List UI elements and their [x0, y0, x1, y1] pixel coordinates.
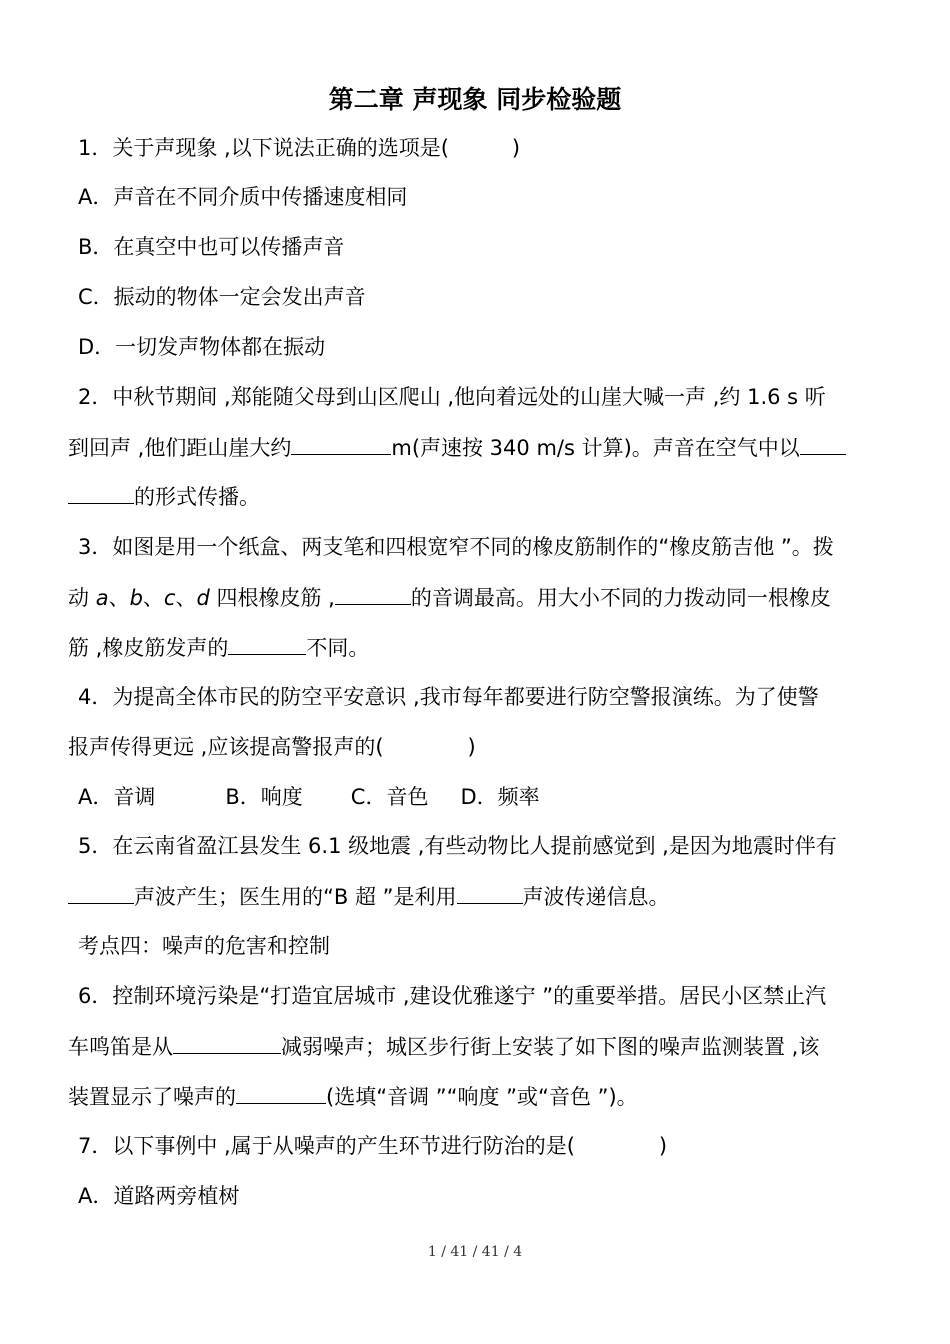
question-6-text-b: 减弱噪声；城区步行街上安装了如下图的噪声监测装置 ,该: [281, 1035, 820, 1059]
question-1-stem: 1．关于声现象 ,以下说法正确的选项是( ): [78, 136, 521, 160]
separator: 、: [142, 586, 164, 610]
question-1-option-b: B．在真空中也可以传播声音: [78, 235, 345, 259]
question-3-text-a: 动: [68, 586, 96, 610]
question-1-option-d: D．一切发声物体都在振动: [78, 335, 326, 359]
variable-b: b: [129, 586, 143, 610]
question-5-text-b: 声波传递信息。: [522, 885, 670, 909]
question-7-stem: 7．以下事例中 ,属于从噪声的产生环节进行防治的是( ): [78, 1134, 668, 1158]
question-4-options: [78, 782, 894, 812]
variable-c: c: [163, 586, 176, 610]
question-6-line-1: 6．控制环境污染是“打造宜居城市 ,建设优雅遂宁 ”的重要举措。居民小区禁止汽: [78, 984, 827, 1008]
answer-blank[interactable]: [68, 481, 134, 504]
answer-blank[interactable]: [335, 582, 411, 605]
answer-blank[interactable]: [68, 881, 134, 904]
question-7-option-a: A．道路两旁植树: [78, 1184, 240, 1208]
question-3-text-b: 四根橡皮筋 ,: [209, 586, 335, 610]
question-2-text-b: m(声速按 340 m/s 计算)。声音在空气中以: [391, 436, 800, 460]
answer-blank[interactable]: [800, 432, 846, 455]
question-3-text-c: 的音调最高。用大小不同的力拨动同一根橡皮: [410, 586, 831, 610]
question-3-line-1: 3．如图是用一个纸盒、两支笔和四根宽窄不同的橡皮筋制作的“橡皮筋吉他 ”。拨: [78, 535, 834, 559]
answer-blank[interactable]: [236, 1081, 326, 1104]
answer-blank[interactable]: [228, 632, 306, 655]
question-6-text-d: (选填“音调 ”“响度 ”或“音色 ”)。: [326, 1085, 638, 1109]
question-1-option-a: A．声音在不同介质中传播速度相同: [78, 185, 408, 209]
section-heading: 考点四：噪声的危害和控制: [78, 934, 330, 958]
answer-blank[interactable]: [173, 1031, 281, 1054]
question-4-option-a: A．音调: [78, 785, 156, 809]
question-5-line-1: 5．在云南省盈江县发生 6.1 级地震 ,有些动物比人提前感觉到 ,是因为地震时伴有: [78, 834, 837, 858]
question-2-text-a: 到回声 ,他们距山崖大约: [68, 436, 292, 460]
page-footer: 1 / 41 / 41 / 4: [427, 1244, 523, 1260]
question-3-text-d: 筋 ,橡皮筋发声的: [68, 636, 229, 660]
question-6-line-2: [68, 1031, 884, 1062]
question-2-line-1: 2．中秋节期间 ,郑能随父母到山区爬山 ,他向着远处的山崖大喊一声 ,约 1.6 s 听: [78, 385, 826, 409]
question-2-line-2: [68, 432, 884, 463]
question-1-option-c: C．振动的物体一定会发出声音: [78, 285, 366, 309]
variable-a: a: [95, 586, 109, 610]
variable-d: d: [196, 586, 210, 610]
answer-blank[interactable]: [291, 432, 391, 455]
page-title: 第二章 声现象 同步检验题: [328, 85, 622, 114]
question-2-line-3: [68, 481, 884, 512]
separator: 、: [108, 586, 130, 610]
answer-blank[interactable]: [457, 881, 523, 904]
question-3-line-2: [68, 582, 884, 613]
question-3-line-3: [68, 632, 884, 663]
question-3-text-e: 不同。: [306, 636, 370, 660]
question-2-text-c: 的形式传播。: [134, 485, 260, 509]
question-6-text-c: 装置显示了噪声的: [68, 1085, 236, 1109]
question-5-line-2: [68, 881, 884, 912]
question-6-text-a: 车鸣笛是从: [68, 1035, 173, 1059]
question-6-line-3: [68, 1081, 884, 1112]
question-4-line-1: 4．为提高全体市民的防空平安意识 ,我市每年都要进行防空警报演练。为了使警: [78, 685, 819, 709]
separator: 、: [175, 586, 197, 610]
question-4-line-2: 报声传得更远 ,应该提高警报声的( ): [68, 735, 476, 759]
question-4-option-b: B．响度: [225, 785, 303, 809]
question-4-option-c: C．音色: [350, 785, 429, 809]
question-4-option-d: D．频率: [460, 785, 540, 809]
question-5-text-a: 声波产生；医生用的“B 超 ”是利用: [134, 885, 457, 909]
